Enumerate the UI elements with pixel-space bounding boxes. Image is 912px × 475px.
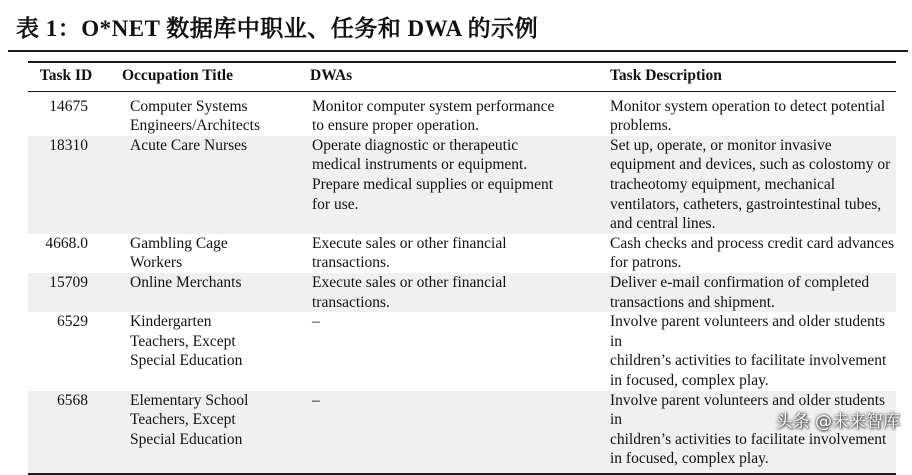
cell-line: ventilators, catheters, gastrointestinal tubes, [610,195,882,213]
cell-dwas [296,234,602,273]
header-occupation-title: Occupation Title [122,67,233,84]
header-dwas: DWAs [310,67,353,84]
table-row [28,136,896,234]
table-header-row [28,62,896,91]
cell-line: problems. [610,117,672,135]
cell-occupation-title [112,273,296,312]
table-body [28,91,896,474]
cell-line: equipment and devices, such as colostomy or [610,156,891,174]
cell-line: Monitor computer system performance [312,97,555,115]
table-row [28,273,896,312]
title-divider [8,50,908,52]
cell-dwas [296,391,602,474]
cell-dwas [296,312,602,390]
cell-line: Gambling Cage [130,234,228,252]
cell-line: tracheotomy equipment, mechanical [610,175,836,193]
cell-line: for use. [312,195,359,213]
cell-line: Online Merchants [130,273,242,291]
cell-line: Deliver e-mail confirmation of completed [610,273,870,291]
cell-occupation-title [112,91,296,136]
cell-line: Involve parent volunteers and older students in [610,313,886,350]
cell-line: Teachers, Except [130,332,236,350]
cell-dwas [296,91,602,136]
cell-line: Special Education [130,352,243,370]
cell-line: Execute sales or other financial [312,273,507,291]
table-title: 表 1：O*NET 数据库中职业、任务和 DWA 的示例 [16,16,539,41]
cell-occupation-title [112,136,296,234]
cell-task-description [602,91,896,136]
cell-line: children’s activities to facilitate involvement [610,352,887,370]
cell-occupation-title [112,391,296,474]
cell-line: Special Education [130,430,243,448]
cell-line: Acute Care Nurses [130,136,248,154]
cell-line: Operate diagnostic or therapeutic [312,136,519,154]
cell-line: transactions and shipment. [610,293,775,311]
cell-task-description [602,273,896,312]
cell-task-id: 15709 [28,273,112,312]
cell-occupation-title [112,234,296,273]
cell-task-id: 6568 [28,391,112,474]
cell-line: to ensure proper operation. [312,117,479,135]
cell-line: Engineers/Architects [130,117,260,135]
cell-task-description [602,234,896,273]
cell-line: children’s activities to facilitate involvement [610,430,887,448]
cell-line: Teachers, Except [130,411,236,429]
cell-line: for patrons. [610,254,682,272]
cell-line: Prepare medical supplies or equipment [312,175,554,193]
table-row [28,391,896,474]
cell-line: Cash checks and process credit card advances [610,234,895,252]
cell-line: in focused, complex play. [610,450,769,468]
cell-task-id: 18310 [28,136,112,234]
table-row [28,91,896,136]
cell-line: Kindergarten [130,313,212,331]
cell-task-description [602,136,896,234]
cell-line: Set up, operate, or monitor invasive [610,136,832,154]
cell-task-id: 6529 [57,313,88,331]
cell-task-description [602,391,896,474]
cell-line: in focused, complex play. [610,371,769,389]
cell-line: Elementary School [130,391,249,409]
cell-line: Computer Systems [130,97,248,115]
table-row [28,312,896,390]
cell-line: – [312,313,320,331]
cell-line: – [312,391,320,409]
cell-line: transactions. [312,293,390,311]
cell-line: medical instruments or equipment. [312,156,528,174]
watermark: 头条 @未来智库 [775,412,900,432]
cell-dwas [296,136,602,234]
header-task-id: Task ID [39,67,93,84]
cell-line: Execute sales or other financial [312,234,507,252]
cell-line: transactions. [312,254,390,272]
cell-dwas [296,273,602,312]
cell-task-description [602,312,896,390]
cell-line: Involve parent volunteers and older students in [610,391,886,429]
onet-examples-table [28,61,896,475]
cell-line: Workers [130,254,183,272]
cell-line: Monitor system operation to detect potential [610,97,886,115]
table-row [28,234,896,273]
cell-line: and central lines. [610,215,716,233]
cell-task-id: 4668.0 [45,234,88,252]
header-task-description: Task Description [610,67,722,84]
cell-task-id: 14675 [49,97,88,115]
cell-occupation-title [112,312,296,390]
